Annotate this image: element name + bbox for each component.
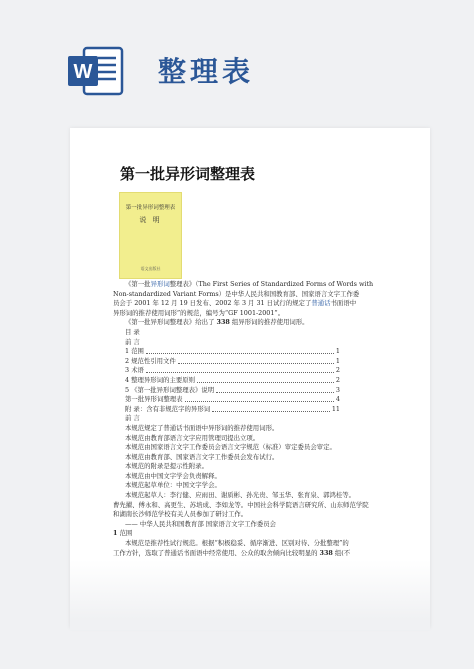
toc-entry-label: 4 整理异形词的主要原则 (125, 375, 196, 384)
toc-entry[interactable] (113, 357, 340, 367)
toc-heading: 前 言 (125, 337, 140, 346)
toc-entry-page: 11 (331, 404, 340, 413)
text-run: 组(不 (332, 548, 351, 557)
page-fade (70, 560, 430, 630)
cover-subtitle: 说 明 (139, 216, 162, 224)
text-run: 员会于 2001 年 12 月 19 日发布、2002 年 3 月 31 日试行的规定了 (113, 299, 312, 308)
paragraph-line (113, 501, 413, 511)
toc-entry[interactable] (113, 386, 340, 396)
paragraph-line (113, 481, 413, 491)
toc-entry[interactable] (113, 405, 340, 415)
text-run: 338 (216, 318, 230, 327)
text-run: 本规范是推荐性试行规范。根据“积极稳妥、循序渐进、区别对待、分批整理”的 (125, 539, 349, 548)
toc-leader (146, 366, 334, 373)
toc-leader (146, 347, 334, 354)
text-run: 本规范起草单位：中国文字学会。 (125, 481, 221, 490)
toc-entry-label: 1 范围 (125, 347, 144, 356)
toc-heading: 目 录 (125, 327, 140, 336)
toc-entry[interactable] (113, 366, 340, 376)
document-body (113, 280, 413, 558)
paragraph-line (113, 520, 413, 530)
paragraph-line (113, 290, 413, 300)
toc-entry-label: 5 《第一批异形词整理表》说明 (125, 385, 215, 394)
toc-entry-page: 3 (335, 385, 340, 394)
word-icon-letter: W (73, 61, 93, 83)
text-run: 本规范由教育部、国家语言文字工作委员会发布试行。 (125, 452, 279, 461)
paragraph-line (113, 510, 413, 520)
text-run: 本规范起草人：李行健、应雨田、谢质彬、孙光贵、邹玉华、张育泉、郭鸿桂等。 (125, 491, 356, 500)
text-run: 本规范由国家语言文字工作委员会语言文字规范（标准）审定委员会审定。 (125, 443, 336, 452)
text-run: 《第一批异形词整理表》给出了 (125, 318, 217, 327)
link-text[interactable]: 普通话 (311, 299, 331, 308)
toc-entry-label: 第一批异形词整理表 (125, 395, 183, 404)
text-run: 本规范由中国文字学会负责解释。 (125, 471, 221, 480)
page-title: 整理表 (158, 55, 255, 88)
toc-entry-label: 附 录：含有非规范字的异形词 (125, 404, 211, 413)
paragraph-line (113, 318, 413, 328)
paragraph-line (113, 491, 413, 501)
text-run: 本规范的附录是提示性附录。 (125, 462, 209, 471)
text-run: 组异形词的推荐使用词形。 (229, 318, 309, 327)
paragraph-line (113, 529, 413, 539)
paragraph-line (113, 453, 413, 463)
cover-title: 第一批异形词整理表 (125, 205, 176, 211)
toc-entry-page: 1 (335, 347, 340, 356)
text-run: 整理表》（The First Series of Standardized Forms of Words with (169, 280, 374, 288)
cover-publisher: 语文出版社 (140, 266, 161, 271)
text-run: 曹先擢、傅永和、高更生、苏培成、李如龙等。中国社会科学院语言研究所、山东师范学院 (113, 500, 369, 509)
toc-entry-page: 2 (335, 375, 340, 384)
paragraph-line (113, 299, 413, 309)
text-run: —— 中华人民共和国教育部 国家语言文字工作委员会 (125, 519, 277, 528)
text-run: Non-standardized Variant Forms）是中华人民共和国教育部、国家语言文字工作委 (113, 289, 360, 298)
word-icon (66, 42, 126, 100)
text-run: 异形词的推荐使用词形”的规范，编号为“GF 1001-2001”。 (113, 308, 285, 317)
paragraph-line (113, 434, 413, 444)
text-run: 本规范规定了普通话书面语中异形词的推荐使用词形。 (125, 423, 279, 432)
paragraph-line (113, 309, 413, 319)
text-run: 范围 (117, 529, 133, 538)
cover-image (119, 192, 182, 279)
text-run: 和湖南长沙师范学校有关人员参加了研讨工作。 (113, 510, 248, 519)
paragraph-line (113, 472, 413, 482)
toc-entry-label: 2 规范性引用文件 (125, 356, 176, 365)
text-run: 书面语中 (330, 299, 357, 308)
paragraph-line (113, 549, 413, 559)
text-run: 工作方针，选取了普通话书面语中经常使用、公众的取舍倾向比较明显的 (113, 548, 320, 557)
paragraph-line (113, 539, 413, 549)
toc-leader (185, 395, 334, 402)
toc-entry-page: 2 (335, 366, 340, 375)
paragraph-line (113, 280, 413, 290)
toc-entry[interactable] (113, 376, 340, 386)
toc-leader (178, 357, 334, 364)
link-text[interactable]: 异形词 (150, 280, 170, 288)
toc-entry-page: 1 (335, 356, 340, 365)
toc-leader (212, 405, 330, 412)
text-run: 《第一批 (125, 280, 151, 288)
section-heading: 前 言 (125, 414, 140, 423)
toc-entry-page: 4 (335, 395, 340, 404)
toc-entry[interactable] (113, 395, 340, 405)
text-run: 本规范由教育部语言文字应用管理司提出立项。 (125, 433, 260, 442)
document-heading: 第一批异形词整理表 (120, 165, 256, 183)
paragraph-line (113, 443, 413, 453)
text-run: 338 (319, 548, 333, 557)
toc-leader (197, 376, 334, 383)
toc-entry[interactable] (113, 347, 340, 357)
text-run: 1 (113, 529, 118, 538)
paragraph-line (113, 462, 413, 472)
toc-leader (216, 386, 334, 393)
toc-entry-label: 3 术语 (125, 366, 144, 375)
paragraph-line (113, 424, 413, 434)
